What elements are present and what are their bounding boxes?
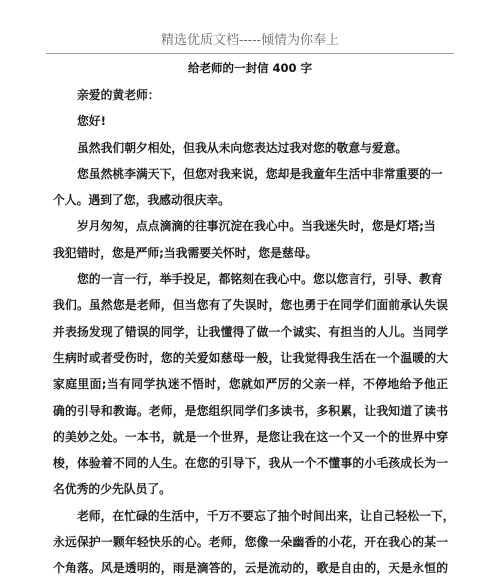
paragraph-line: 个角落。风是透明的，雨是滴答的，云是流动的，歌是自由的，天是永恒的	[53, 561, 448, 576]
paragraph-line: 您虽然桃李满天下，但您对我来说，您却是我童年生活中非常重要的一	[77, 166, 443, 181]
header-divider	[46, 53, 454, 54]
paragraph-line: 岁月匆匆，点点滴滴的往事沉淀在我心中。当我迷失时，您是灯塔;当	[77, 219, 436, 234]
paragraph-line: 我们。虽然您是老师，但当您有了失误时，您也勇于在同学们面前承认失误	[53, 298, 448, 313]
paragraph-line: 并表扬发现了错误的同学，让我懂得了做一个诚实、有担当的人儿。当同学	[53, 324, 448, 339]
paragraph-line: 名优秀的少先队员了。	[53, 482, 171, 497]
paragraph-line: 个人。遇到了您，我感动很庆幸。	[53, 193, 230, 208]
letter-body	[53, 82, 455, 582]
paragraph-line: 梭，体验着不同的人生。在您的引导下，我从一个不懂事的小毛孩成长为一	[53, 456, 448, 471]
paragraph-line: 永远保护一颗年轻快乐的心。老师，您像一朵幽香的小花，开在我心的某一	[53, 535, 448, 550]
paragraph-line: 生病时或者受伤时，您的关爱如慈母一般，让我觉得我生活在一个温暖的大	[53, 350, 448, 365]
paragraph-line: 老师，在忙碌的生活中，千万不要忘了抽个时间出来，让自己轻松一下，	[77, 508, 455, 523]
document-title: 给老师的一封信 400 字	[187, 61, 312, 75]
salutation: 亲爱的黄老师：	[77, 88, 160, 102]
paragraph-line: 我犯错时，您是严师;当我需要关怀时，您是慈母。	[53, 245, 318, 260]
greeting: 您好!	[77, 114, 106, 129]
paragraph-line: 虽然我们朝夕相处，但我从未向您表达过我对您的敬意与爱意。	[77, 140, 408, 155]
page-header: 精选优质文档-----倾情为你奉上	[161, 33, 339, 48]
paragraph-line: 您的一言一行，举手投足，都铭刻在我心中。您以您言行，引导、教育	[77, 272, 443, 287]
paragraph-line: 确的引导和教诲。老师，是您组织同学们多读书，多积累，让我知道了读书	[53, 403, 448, 418]
paragraph-line: 家庭里面;当有同学执迷不悟时，您就如严厉的父亲一样，不停地给予他正	[53, 377, 448, 392]
paragraph-line: 的美妙之处。一本书，就是一个世界，是您让我在这一个又一个的世界中穿	[53, 429, 448, 444]
